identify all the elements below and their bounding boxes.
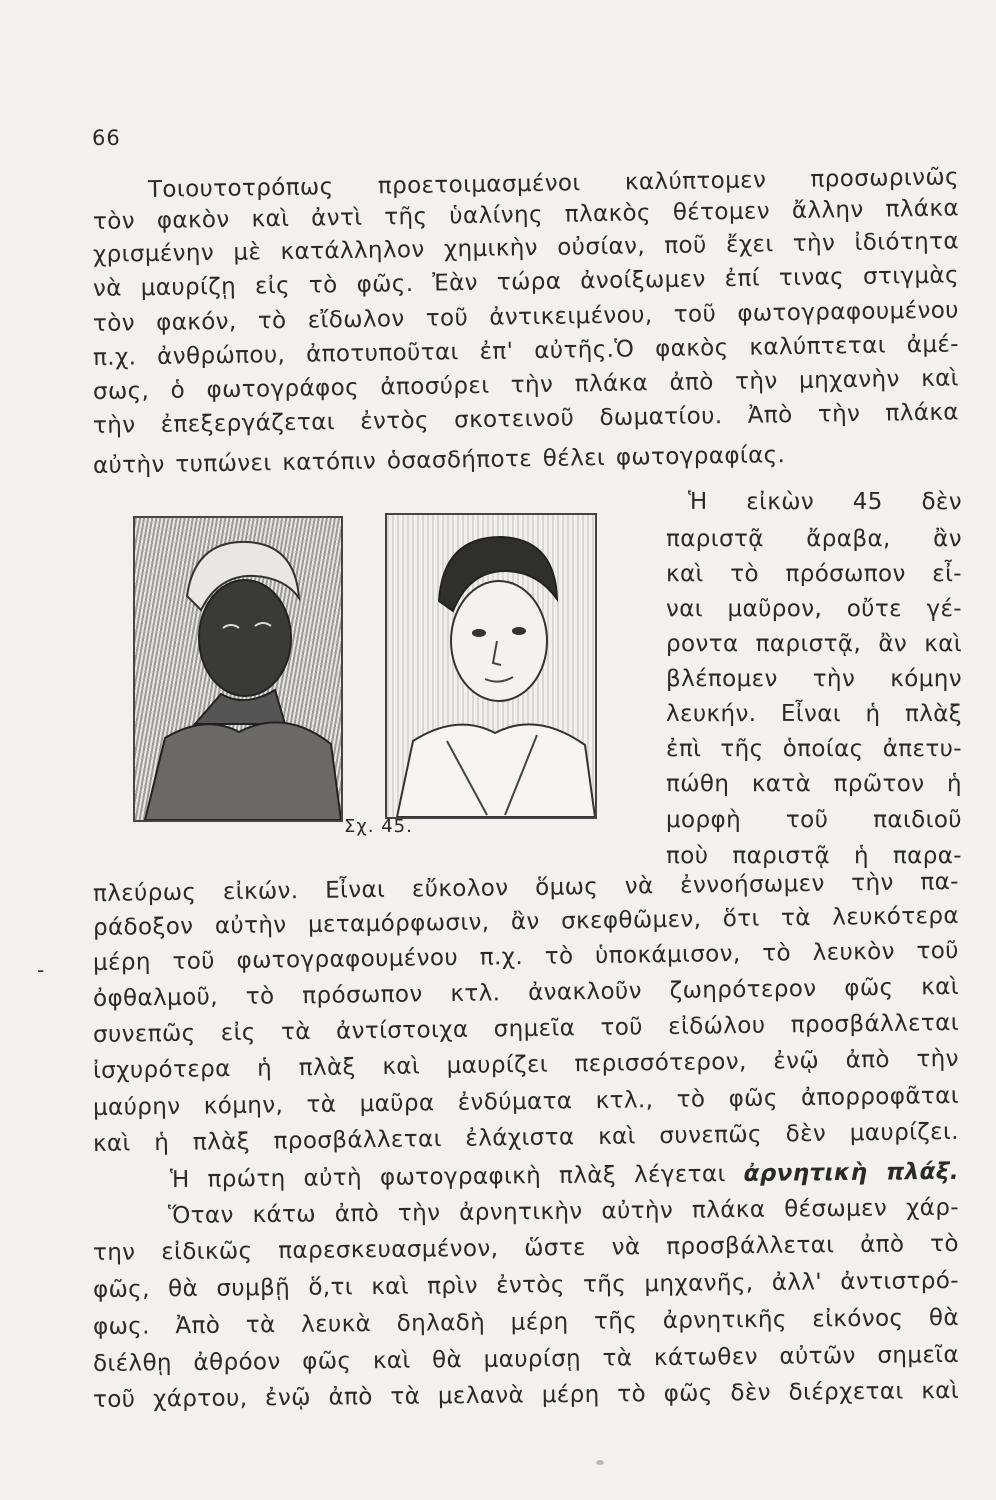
figure-positive-portrait (385, 513, 597, 819)
text-line: φως. Ἀπὸ τὰ λευκὰ δηλαδὴ μέρη τῆς ἀρνητικῆς εἰκόνος θὰ (92, 1304, 960, 1340)
side-text-line: ροντα παριστᾷ, ἂν καὶ (666, 631, 962, 657)
text-line: μαύρην κόμην, τὰ μαῦρα ἐνδύματα κτλ., τὸ φῶς ἀπορροφᾶται (92, 1082, 960, 1121)
text-line: αὐτὴν τυπώνει κατόπιν ὁσασδήποτε θέλει φωτογραφίας. (92, 442, 786, 479)
text-line: Ὅταν κάτω ἀπὸ τὴν ἀρνητικὴν αὐτὴν πλάκα θέσωμεν χάρ- (167, 1194, 960, 1229)
side-text-line: Ἡ εἰκὼν 45 δὲν (688, 489, 962, 515)
text-line: ὀφθαλμοῦ, τὸ πρόσωπον κτλ. ἀνακλοῦν ζωηρότερον φῶς καὶ (92, 973, 960, 1012)
text-line: διέλθῃ ἀθρόον φῶς καὶ θὰ μαυρίσῃ τὰ κάτωθεν αὐτῶν σημεῖα (92, 1341, 960, 1377)
text-line: ράδοξον αὐτὴν μεταμόρφωσιν, ἂν σκεφθῶμεν, ὅτι τὰ λευκότερα (92, 902, 960, 941)
margin-mark: - (37, 958, 45, 982)
text-line: φῶς, θὰ συμβῇ ὅ,τι καὶ πρὶν ἐντὸς τῆς μηχανῆς, ἀλλ' ἀντιστρό- (92, 1267, 960, 1303)
side-text-line: μορφὴ τοῦ παιδιοῦ (666, 807, 962, 833)
paper-speck (596, 1460, 604, 1465)
text-line: τὸν φακόν, τὸ εἴδωλον τοῦ ἀντικειμένου, τοῦ φωτογραφουμένου (92, 297, 960, 337)
side-text-line: ἐπὶ τῆς ὁποίας ἀπετυ- (666, 736, 962, 762)
text-line: μέρη τοῦ φωτογραφουμένου π.χ. τὸ ὑποκάμισον, τὸ λευκὸν τοῦ (92, 937, 960, 976)
text-line: Τοιουτοτρόπως προετοιμασμένοι καλύπτομεν προσωρινῶς (147, 164, 960, 203)
side-text-line: βλέπομεν τὴν κόμην (666, 666, 962, 692)
text-line: καὶ ἡ πλὰξ προσβάλλεται ἐλάχιστα καὶ συνεπῶς δὲν μαυρίζει. (92, 1118, 960, 1157)
text-line: τοῦ χάρτου, ἐνῷ ἀπὸ τὰ μελανὰ μέρη τὸ φῶς δὲν διέρχεται καὶ (92, 1377, 960, 1413)
negative-plate-text: Ἡ πρώτη αὐτὴ φωτογραφικὴ πλὰξ λέγεται (169, 1160, 744, 1193)
text-line: σως, ὁ φωτογράφος ἀποσύρει τὴν πλάκα ἀπὸ τὴν μηχανὴν καὶ (92, 365, 960, 405)
page-number: 66 (92, 126, 121, 150)
side-text-line: καὶ τὸ πρόσωπον εἶ- (666, 561, 962, 587)
figure-caption: Σχ. 45. (344, 816, 413, 837)
side-text-line: ποὺ παριστᾷ ἡ παρα- (666, 843, 962, 869)
text-line: τὴν ἐπεξεργάζεται ἐντὸς σκοτεινοῦ δωματίου. Ἀπὸ τὴν πλάκα (92, 399, 960, 439)
text-line: πλεύρως εἰκών. Εἶναι εὔκολον ὅμως νὰ ἐννοήσωμεν τὴν πα- (92, 868, 960, 907)
positive-portrait-drawing (387, 515, 595, 817)
side-text-line: ναι μαῦρον, οὔτε γέ- (666, 596, 962, 622)
text-line: π.χ. ἀνθρώπου, ἀποτυποῦται ἐπ' αὐτῆς.Ὁ φακὸς καλύπτεται ἀμέ- (92, 331, 960, 371)
negative-plate-term: ἀρνητικὴ πλάξ. (743, 1158, 960, 1187)
side-text-line: παριστᾷ ἄραβα, ἂν (666, 526, 962, 552)
text-line: χρισμένην μὲ κατάλληλον χημικὴν οὐσίαν, ποῦ ἔχει τὴν ἰδιότητα (92, 228, 960, 268)
side-text-line: λευκήν. Εἶναι ἡ πλὰξ (666, 701, 962, 727)
negative-portrait-drawing (135, 518, 341, 820)
text-line: συνεπῶς εἰς τὰ ἀντίστοιχα σημεῖα τοῦ εἰδώλου προσβάλλεται (92, 1009, 960, 1048)
figure-negative-portrait (133, 516, 343, 822)
text-line: τὸν φακὸν καὶ ἀντὶ τῆς ὑαλίνης πλακὸς θέτομεν ἄλλην πλάκα (92, 195, 960, 235)
text-line: την εἰδικῶς παρεσκευασμένον, ὥστε νὰ προσβάλλεται ἀπὸ τὸ (92, 1230, 960, 1266)
side-text-line: πώθη κατὰ πρῶτον ἡ (666, 771, 962, 797)
negative-plate-line (170, 1158, 959, 1194)
text-line: νὰ μαυρίζῃ εἰς τὸ φῶς. Ἐὰν τώρα ἀνοίξωμεν ἐπί τινας στιγμὰς (92, 262, 960, 302)
text-line: ἰσχυρότερα ἡ πλὰξ καὶ μαυρίζει περισσότερον, ἐνῷ ἀπὸ τὴν (92, 1045, 960, 1084)
